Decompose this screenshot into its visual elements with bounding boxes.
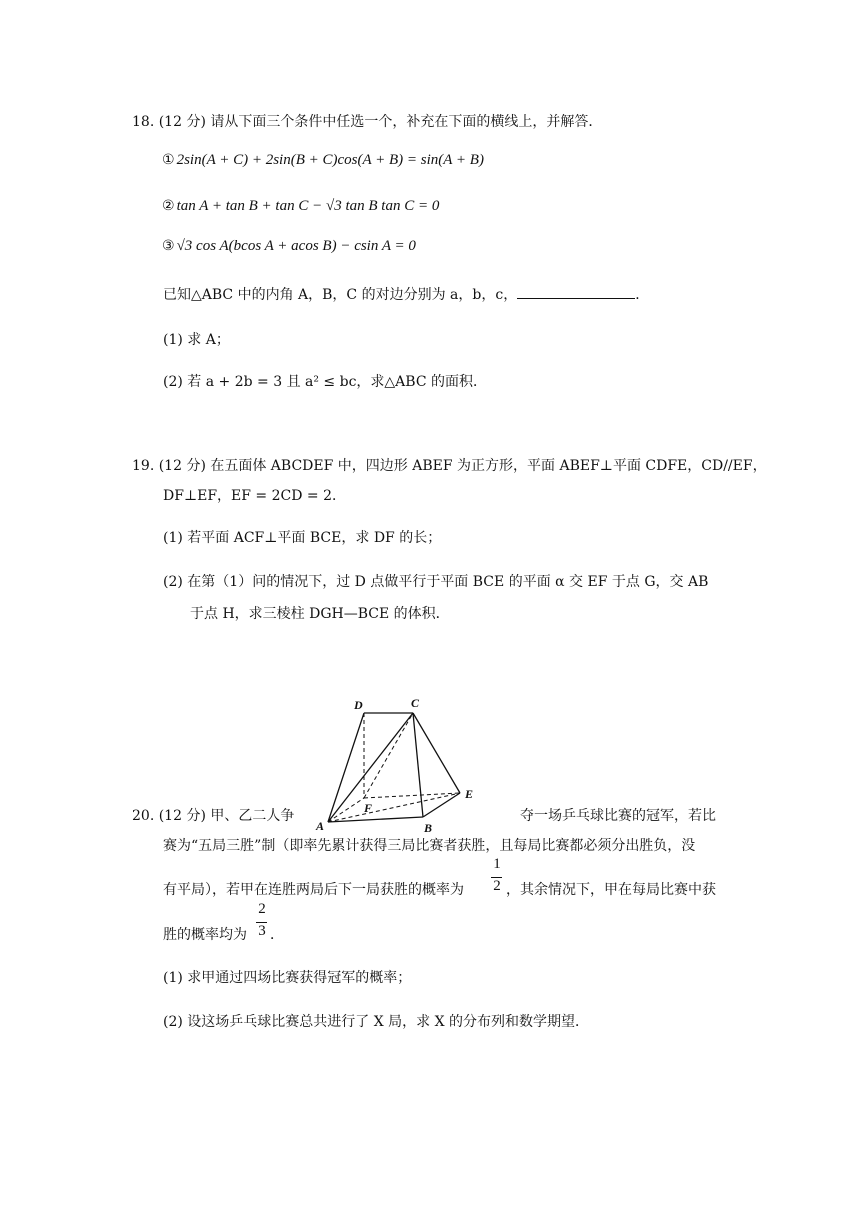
circled-two-mark: ② (162, 198, 175, 214)
condition-2-formula: tan A + tan B + tan C − √3 tan B tan C = 0 (176, 198, 440, 214)
q19-part-2-line-2: 于点 H，求三棱柱 DGH—BCE 的体积． (190, 606, 450, 622)
q20-line-3-start: 有平局），若甲在连胜两局后下一局获胜的概率为 (163, 882, 464, 898)
fraction-two-thirds (255, 901, 269, 945)
vertex-label-c: C (411, 696, 420, 710)
q18-part-2: (2) 若 a + 2b = 3 且 a² ≤ bc，求△ABC 的面积． (163, 374, 487, 390)
vertex-label-e: E (465, 787, 474, 801)
fraction-numerator: 2 (258, 901, 266, 917)
q19-line-1: 19. (12 分) 在五面体 ABCDEF 中，四边形 ABEF 为正方形，平面 ABEF⊥平面 CDFE，CD//EF， (132, 458, 767, 474)
q20-line-3-end: ，其余情况下，甲在每局比赛中获 (506, 882, 716, 898)
q20-line-2: 赛为“五局三胜”制（即率先累计获得三局比赛者获胜，且每局比赛都必须分出胜负，没 (163, 838, 696, 854)
q18-condition-1 (162, 150, 484, 170)
q19-line-2: DF⊥EF，EF = 2CD = 2． (163, 488, 346, 504)
q18-header: 18. (12 分) 请从下面三个条件中任选一个，补充在下面的横线上，并解答． (132, 114, 603, 130)
given-text: 已知△ABC 中的内角 A，B，C 的对边分别为 a，b，c， (163, 287, 518, 303)
fraction-numerator: 1 (493, 856, 501, 872)
q20-line-4-start: 胜的概率均为 (163, 927, 247, 943)
q20-part-2: (2) 设这场乒乓球比赛总共进行了 X 局，求 X 的分布列和数学期望． (163, 1014, 590, 1030)
q19-part-2-line-1: (2) 在第（1）问的情况下，过 D 点做平行于平面 BCE 的平面 α 交 EF 于点 G，交 AB (163, 574, 709, 590)
circled-three-mark: ③ (162, 238, 175, 254)
fraction-one-half (490, 856, 504, 900)
q20-line-4-end: ． (270, 927, 284, 943)
given-period: ． (635, 287, 650, 303)
condition-1-formula: 2sin(A + C) + 2sin(B + C)cos(A + B) = sin(A + B) (176, 152, 484, 168)
q18-part-1: (1) 求 A； (163, 332, 230, 348)
q18-given (163, 284, 649, 305)
q20-line-1-start: 20. (12 分) 甲、乙二人争 (132, 808, 295, 824)
q19-part-1: (1) 若平面 ACF⊥平面 BCE，求 DF 的长； (163, 530, 442, 546)
vertex-label-a: A (316, 819, 325, 833)
vertex-label-f: F (364, 801, 373, 815)
pentahedron-figure (310, 692, 485, 837)
condition-3-formula: √3 cos A(bcos A + acos B) − csin A = 0 (176, 238, 416, 254)
answer-blank[interactable] (517, 284, 635, 299)
vertex-label-b: B (424, 821, 433, 835)
vertex-label-d: D (354, 698, 363, 712)
q18-condition-2 (162, 196, 439, 216)
fraction-denominator: 3 (258, 923, 266, 939)
q18-condition-3 (162, 236, 416, 256)
fraction-denominator: 2 (493, 878, 501, 894)
q20-part-1: (1) 求甲通过四场比赛获得冠军的概率； (163, 970, 412, 986)
circled-one-mark: ① (162, 152, 175, 168)
q20-line-1-end: 夺一场乒乓球比赛的冠军，若比 (520, 808, 716, 824)
